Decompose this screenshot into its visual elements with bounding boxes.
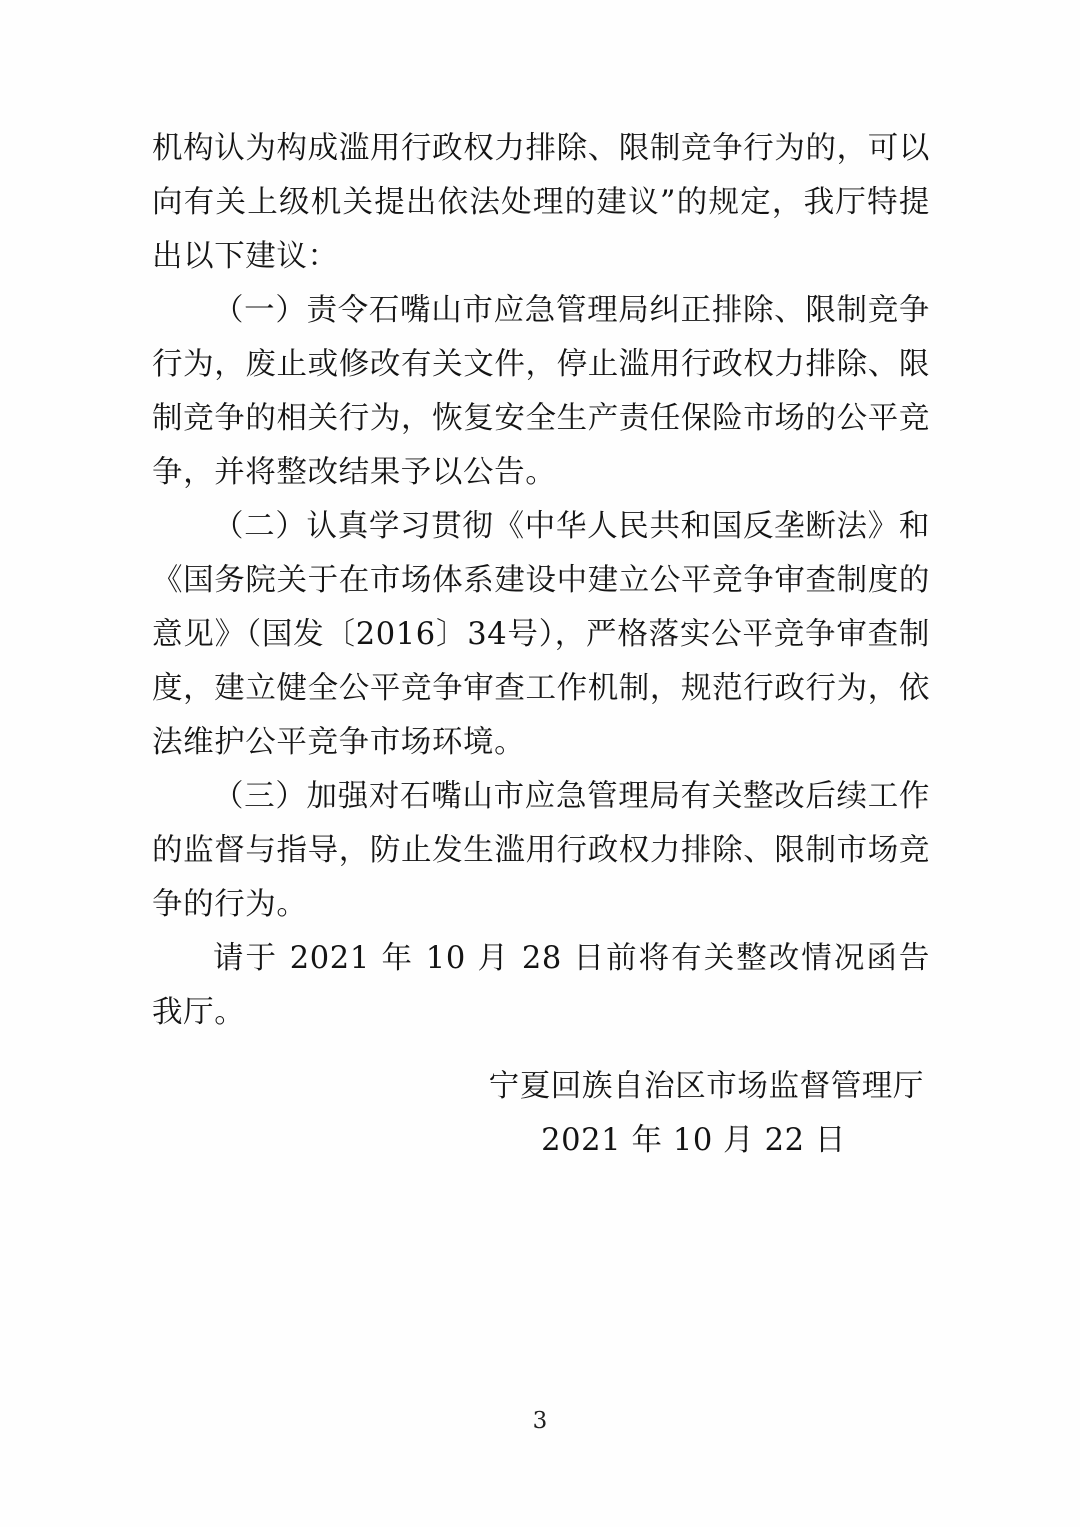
signature-issuer: 宁夏回族自治区市场监督管理厅 [488,1069,924,1104]
signature-date: 2021 年 10 月 22 日 [541,1123,846,1158]
signature-block [152,1060,930,1168]
paragraph-deadline: 请于 2021 年 10 月 28 日前将有关整改情况函告我厅。 [152,941,930,1030]
paragraph-item-1: （一）责令石嘴山市应急管理局纠正排除、限制竞争行为，废止或修改有关文件，停止滥用行政权力排除、限制竞争的相关行为，恢复安全生产责任保险市场的公平竞争，并将整改结果予以公告。 [152,293,930,490]
document-body [152,122,930,1040]
paragraph-item-2: （二）认真学习贯彻《中华人民共和国反垄断法》和《国务院关于在市场体系建设中建立公平竞争审查制度的意见》（国发〔2016〕34号），严格落实公平竞争审查制度，建立健全公平竞争审查工作机制，规范行政行为，依法维护公平竞争市场环境。 [152,509,930,760]
page-number: 3 [532,1408,548,1434]
paragraph-item-3: （三）加强对石嘴山市应急管理局有关整改后续工作的监督与指导，防止发生滥用行政权力排除、限制市场竞争的行为。 [152,779,930,922]
paragraph-continuation: 机构认为构成滥用行政权力排除、限制竞争行为的，可以向有关上级机关提出依法处理的建议”的规定，我厅特提出以下建议： [152,131,930,274]
